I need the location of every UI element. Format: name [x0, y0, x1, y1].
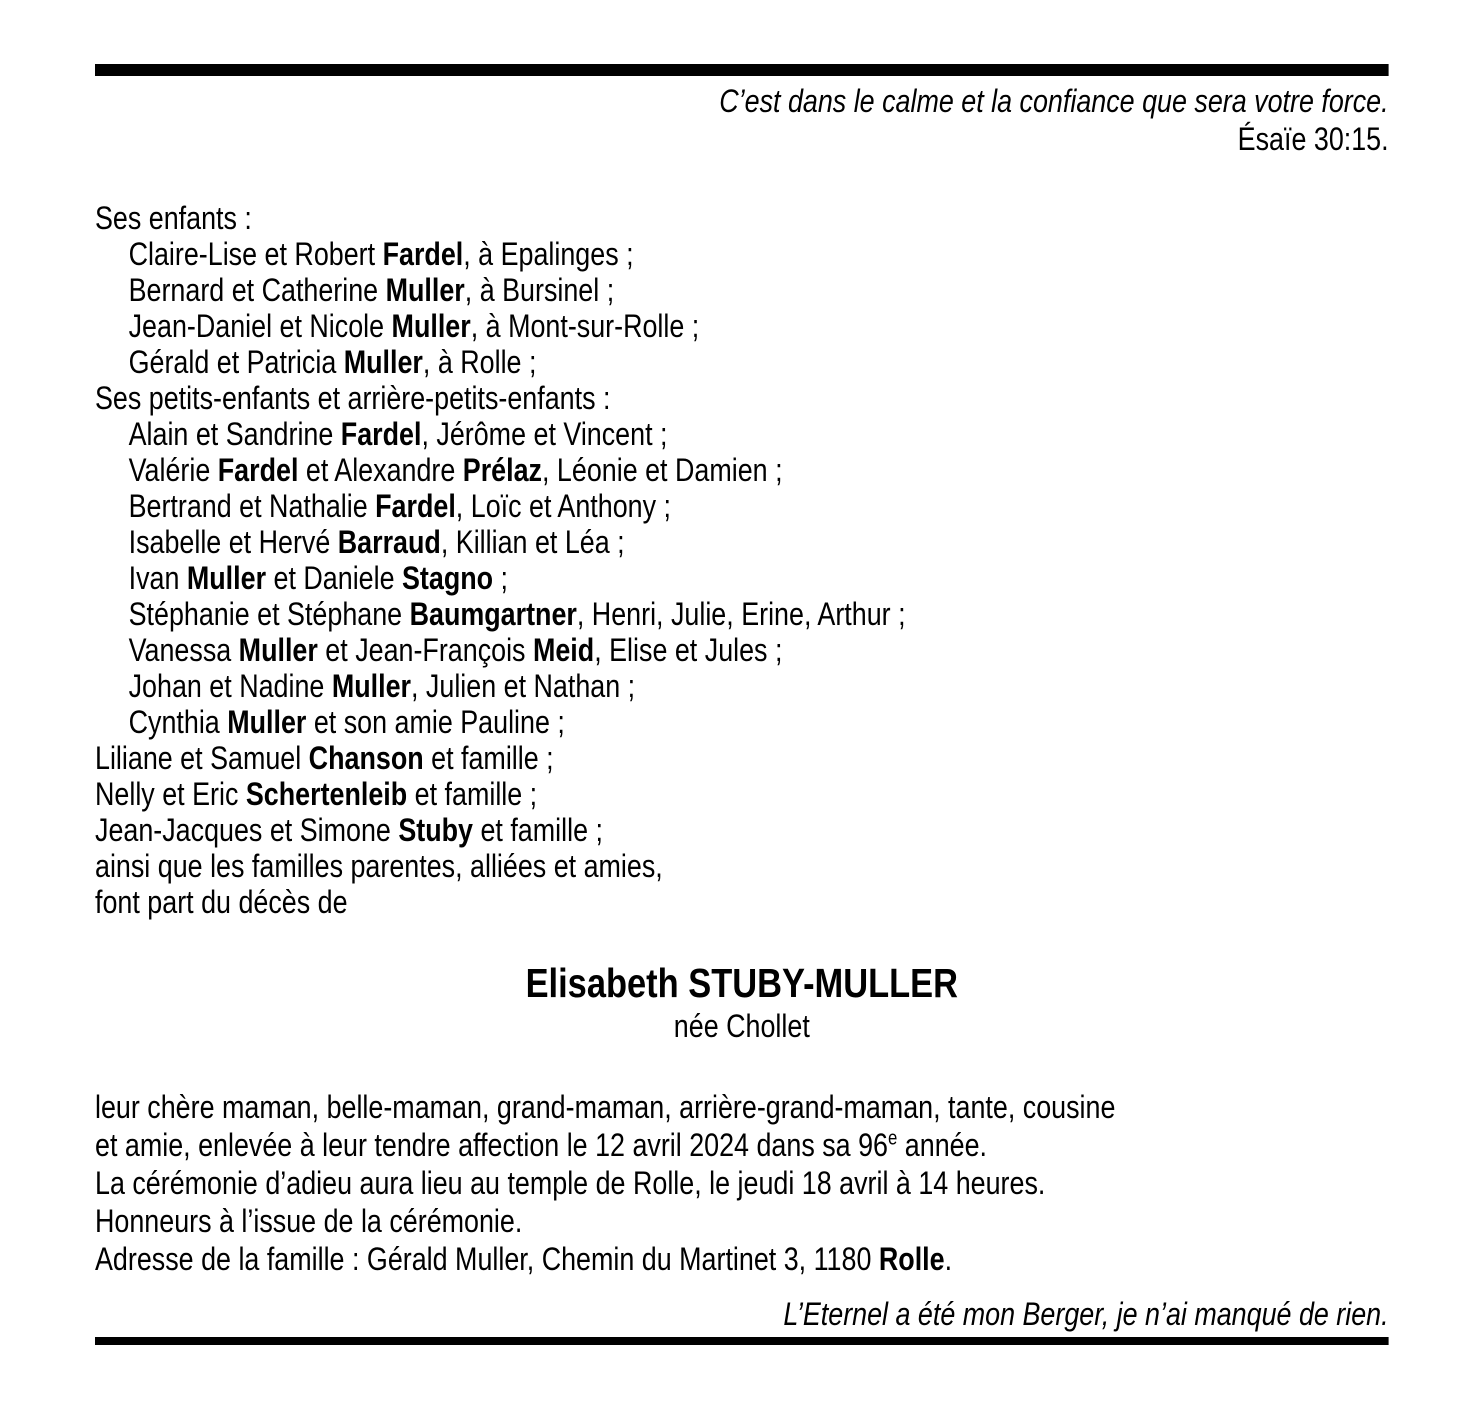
closing-quote: L’Eternel a été mon Berger, je n’ai manqué de rien.	[783, 1296, 1389, 1332]
family-line	[95, 416, 1389, 452]
text-segment: Bertrand et Nathalie	[128, 488, 376, 524]
family-line	[95, 596, 1389, 632]
family-line	[95, 884, 1389, 920]
family-line	[95, 344, 1389, 380]
text-segment: ainsi que les familles parentes, alliées et amies,	[95, 848, 663, 884]
family-line	[95, 488, 1389, 524]
bold-text: Fardel	[375, 488, 456, 524]
text-segment: et Jean-François	[317, 632, 533, 668]
bold-text: Muller	[238, 632, 318, 668]
text-segment: Claire-Lise et Robert	[128, 236, 383, 272]
family-line	[95, 740, 1389, 776]
family-line	[95, 812, 1389, 848]
text-segment: Jean-Daniel et Nicole	[128, 308, 392, 344]
bold-text: Fardel	[340, 416, 422, 452]
text-segment: et amie, enlevée à leur tendre affection le 12 avril 2024 dans sa 96	[95, 1127, 888, 1163]
family-line	[95, 560, 1389, 596]
announcement-line	[95, 1240, 1389, 1278]
text-segment: Honneurs à l’issue de la cérémonie.	[95, 1203, 523, 1239]
bold-text: Fardel	[382, 236, 464, 272]
text-segment: ;	[493, 560, 509, 596]
bold-text: Muller	[385, 272, 465, 308]
announcement-line	[95, 1164, 1389, 1202]
epigraph	[95, 82, 1389, 158]
bold-text: Muller	[331, 668, 411, 704]
text-segment: Jean-Jacques et Simone	[95, 812, 399, 848]
bold-text: Muller	[227, 704, 307, 740]
bold-text: Barraud	[337, 524, 441, 560]
family-line	[95, 848, 1389, 884]
text-segment: Gérald et Patricia	[128, 344, 344, 380]
deceased-name: Elisabeth STUBY-MULLER	[525, 960, 959, 1006]
text-segment: Vanessa	[128, 632, 239, 668]
text-segment: , Elise et Jules ;	[594, 632, 783, 668]
text-segment: année.	[897, 1127, 988, 1163]
text-segment: Isabelle et Hervé	[128, 524, 338, 560]
bold-text: Fardel	[217, 452, 299, 488]
text-segment: La cérémonie d’adieu aura lieu au temple de Rolle, le jeudi 18 avril à 14 heures.	[95, 1165, 1046, 1201]
bold-text: Baumgartner	[409, 596, 577, 632]
family-line	[95, 272, 1389, 308]
bold-text: Stagno	[402, 560, 494, 596]
deceased-maiden-name: née Chollet	[673, 1008, 810, 1044]
text-segment: Cynthia	[128, 704, 228, 740]
text-segment: , à Rolle ;	[422, 344, 537, 380]
text-segment: , Julien et Nathan ;	[410, 668, 636, 704]
family-line	[95, 236, 1389, 272]
text-segment: leur chère maman, belle-maman, grand-maman, arrière-grand-maman, tante, cousine	[95, 1089, 1116, 1125]
announcement-line	[95, 1126, 1389, 1164]
bottom-rule	[95, 1337, 1389, 1345]
bold-text: Rolle	[878, 1241, 945, 1277]
bold-text: Muller	[186, 560, 267, 596]
family-list	[95, 200, 1389, 920]
deceased-block	[95, 960, 1389, 1046]
announcement-line	[95, 1202, 1389, 1240]
text-segment: , Henri, Julie, Erine, Arthur ;	[576, 596, 906, 632]
bold-text: Prélaz	[462, 452, 542, 488]
bold-text: Muller	[391, 308, 471, 344]
family-line	[95, 704, 1389, 740]
text-segment: et Daniele	[266, 560, 403, 596]
text-segment: .	[944, 1241, 953, 1277]
text-segment: Valérie	[128, 452, 218, 488]
epigraph-quote: C’est dans le calme et la confiance que sera votre force.	[719, 83, 1389, 119]
text-segment: Bernard et Catherine	[128, 272, 386, 308]
text-segment: Ivan	[128, 560, 187, 596]
family-line	[95, 308, 1389, 344]
bold-text: Meid	[532, 632, 595, 668]
text-segment: Adresse de la famille : Gérald Muller, Chemin du Martinet 3, 1180	[95, 1241, 879, 1277]
family-line	[95, 776, 1389, 812]
text-segment: Liliane et Samuel	[95, 740, 309, 776]
bold-text: Chanson	[308, 740, 424, 776]
superscript-text: e	[887, 1127, 898, 1150]
family-line	[95, 632, 1389, 668]
text-segment: , Killian et Léa ;	[440, 524, 625, 560]
text-segment: Johan et Nadine	[128, 668, 332, 704]
text-segment: et Alexandre	[298, 452, 463, 488]
text-segment: , Loïc et Anthony ;	[455, 488, 671, 524]
text-segment: Ses petits-enfants et arrière-petits-enfants :	[95, 380, 611, 416]
family-line	[95, 524, 1389, 560]
family-line	[95, 452, 1389, 488]
text-segment: et son amie Pauline ;	[306, 704, 565, 740]
text-segment: font part du décès de	[95, 884, 348, 920]
text-segment: Nelly et Eric	[95, 776, 246, 812]
text-segment: , à Bursinel ;	[464, 272, 615, 308]
family-line	[95, 668, 1389, 704]
text-segment: , à Epalinges ;	[463, 236, 634, 272]
family-line	[95, 380, 1389, 416]
bold-text: Muller	[343, 344, 423, 380]
text-segment: et famille ;	[407, 776, 538, 812]
text-segment: Stéphanie et Stéphane	[128, 596, 410, 632]
top-rule	[95, 64, 1389, 76]
text-segment: , Léonie et Damien ;	[541, 452, 783, 488]
text-segment: Ses enfants :	[95, 200, 252, 236]
family-line	[95, 200, 1389, 236]
text-segment: , à Mont-sur-Rolle ;	[470, 308, 700, 344]
epigraph-source: Ésaïe 30:15.	[1237, 121, 1389, 157]
text-segment: Alain et Sandrine	[128, 416, 341, 452]
announcement-line	[95, 1088, 1389, 1126]
obituary-content	[95, 0, 1389, 1345]
text-segment: , Jérôme et Vincent ;	[421, 416, 668, 452]
text-segment: et famille ;	[472, 812, 603, 848]
bold-text: Stuby	[398, 812, 473, 848]
bold-text: Schertenleib	[245, 776, 408, 812]
announcement-paragraph	[95, 1088, 1389, 1278]
text-segment: et famille ;	[423, 740, 554, 776]
